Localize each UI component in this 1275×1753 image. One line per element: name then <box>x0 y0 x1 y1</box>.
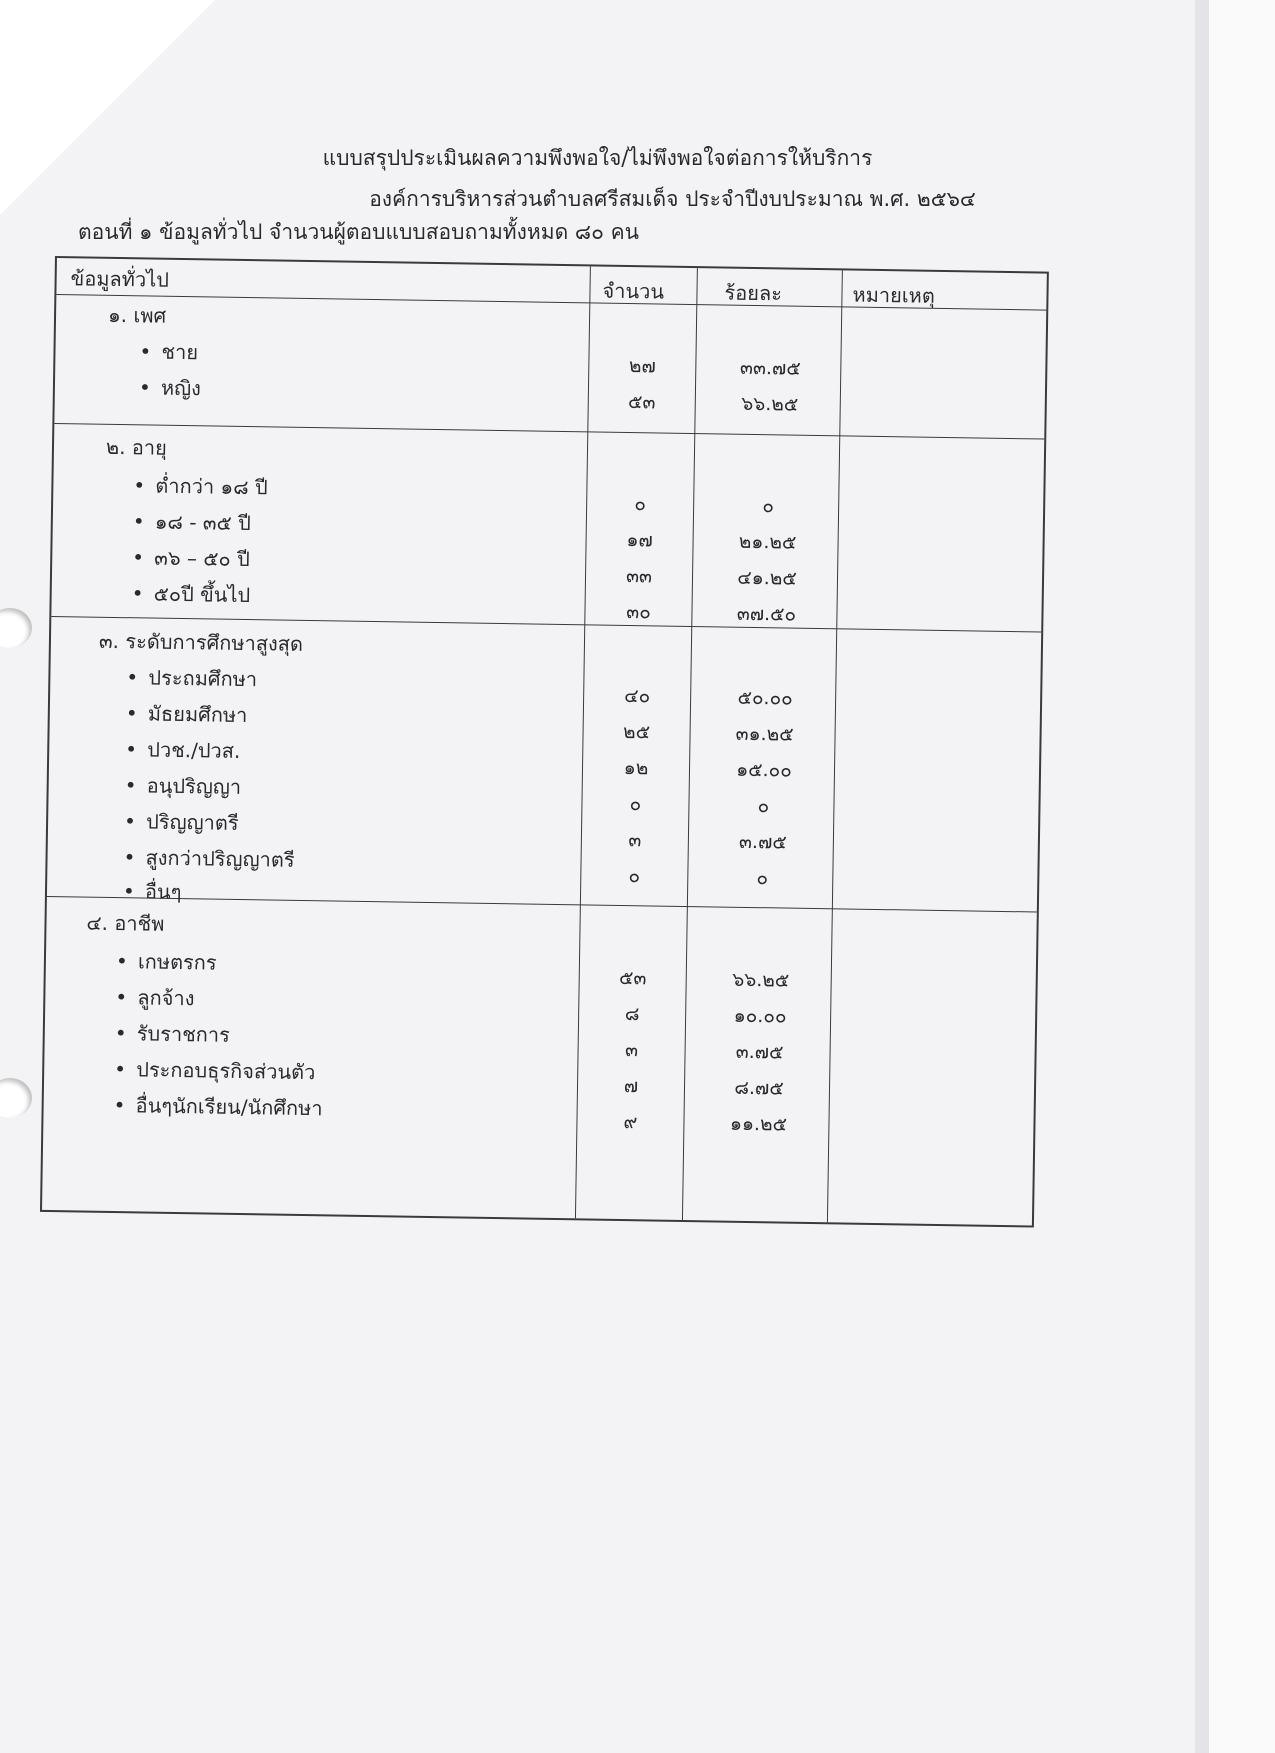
document-title: แบบสรุปประเมินผลความพึงพอใจ/ไม่พึงพอใจต่อการให้บริการ <box>322 146 873 170</box>
count-value: ๓๓ <box>625 565 653 588</box>
list-item: • ชาย <box>139 339 199 365</box>
list-item: • มัธยมศึกษา <box>125 701 248 728</box>
list-item: • อนุปริญญา <box>124 773 242 799</box>
section-heading: ตอนที่ ๑ ข้อมูลทั่วไป จำนวนผู้ตอบแบบสอบถามทั้งหมด ๘๐ คน <box>78 220 639 244</box>
list-item: • ประถมศึกษา <box>126 665 258 692</box>
percent-value: ๐ <box>762 495 775 518</box>
percent-value: ๓๗.๕๐ <box>736 602 797 626</box>
percent-value: ๘.๗๕ <box>734 1076 784 1100</box>
list-item: • ลูกจ้าง <box>115 985 195 1011</box>
count-value: ๑๗ <box>626 529 653 552</box>
percent-value: ๓๑.๒๕ <box>735 722 794 746</box>
percent-value: ๑๐.๐๐ <box>733 1004 787 1028</box>
list-item: • ๓๖ – ๕๐ ปี <box>132 545 250 572</box>
percent-value: ๓.๗๕ <box>738 830 787 854</box>
list-item: • หญิง <box>138 375 202 401</box>
percent-value: ๖๖.๒๕ <box>731 968 790 992</box>
count-value: ๕๓ <box>627 391 656 414</box>
punch-hole-top <box>0 608 32 648</box>
count-value: ๑๒ <box>623 756 649 780</box>
percent-value: ๑๕.๐๐ <box>735 758 793 782</box>
list-item: • เกษตรกร <box>115 949 217 975</box>
count-value: ๗ <box>623 1075 639 1098</box>
count-value: ๓ <box>624 1039 639 1062</box>
list-item: • อื่นๆ <box>122 879 182 905</box>
count-value: ๐ <box>628 865 641 888</box>
group-label-sex: ๑. เพศ <box>107 302 167 328</box>
list-item: • ๕๐ปี ขึ้นไป <box>131 581 251 608</box>
header-remark: หมายเหตุ <box>852 282 935 308</box>
punch-hole-bottom <box>0 1078 32 1118</box>
document-subtitle: องค์การบริหารส่วนตำบลศรีสมเด็จ ประจำปีงบประมาณ พ.ศ. ๒๕๖๔ <box>369 187 976 211</box>
background-page <box>1209 0 1275 1753</box>
general-info-table <box>40 256 1049 1227</box>
percent-value: ๓๓.๗๕ <box>739 356 801 380</box>
count-value: ๐ <box>634 493 647 516</box>
page-edge <box>1195 0 1209 1753</box>
percent-value: ๕๐.๐๐ <box>737 686 793 710</box>
list-item: • ประกอบธุรกิจส่วนตัว <box>114 1057 316 1085</box>
count-value: ๐ <box>629 793 642 816</box>
list-item: • ปวช./ปวส. <box>125 737 241 763</box>
percent-value: ๑๑.๒๕ <box>729 1112 788 1136</box>
percent-value: ๔๑.๒๕ <box>737 566 797 590</box>
list-item: • ปริญญาตรี <box>123 809 239 835</box>
percent-value: ๖๖.๒๕ <box>741 392 799 416</box>
percent-value: ๒๑.๒๕ <box>738 530 797 554</box>
group-label-age: ๒. อายุ <box>105 434 168 460</box>
header-info: ข้อมูลทั่วไป <box>70 266 170 292</box>
header-percent: ร้อยละ <box>724 280 783 306</box>
list-item: • รับราชการ <box>114 1021 231 1047</box>
count-value: ๓๐ <box>626 601 651 624</box>
count-value: ๕๓ <box>618 966 647 990</box>
percent-value: ๐ <box>756 867 769 890</box>
count-value: ๙ <box>623 1111 638 1134</box>
group-label-occupation: ๔. อาชีพ <box>86 910 165 936</box>
count-value: ๒๕ <box>622 720 651 744</box>
count-value: ๓ <box>628 829 642 852</box>
list-item: • สูงกว่าปริญญาตรี <box>123 845 295 872</box>
list-item: • ต่ำกว่า ๑๘ ปี <box>133 473 268 500</box>
percent-value: ๓.๗๕ <box>735 1040 784 1064</box>
row-divider <box>54 423 1044 440</box>
count-value: ๔๐ <box>623 684 651 708</box>
list-item: • อื่นๆนักเรียน/นักศึกษา <box>113 1093 323 1121</box>
count-value: ๘ <box>624 1003 640 1026</box>
group-label-education: ๓. ระดับการศึกษาสูงสุด <box>98 628 304 656</box>
percent-value: ๐ <box>757 795 770 818</box>
list-item: • ๑๘ - ๓๕ ปี <box>132 509 251 536</box>
row-divider <box>47 896 1037 913</box>
header-count: จำนวน <box>602 278 665 304</box>
count-value: ๒๗ <box>628 355 656 378</box>
